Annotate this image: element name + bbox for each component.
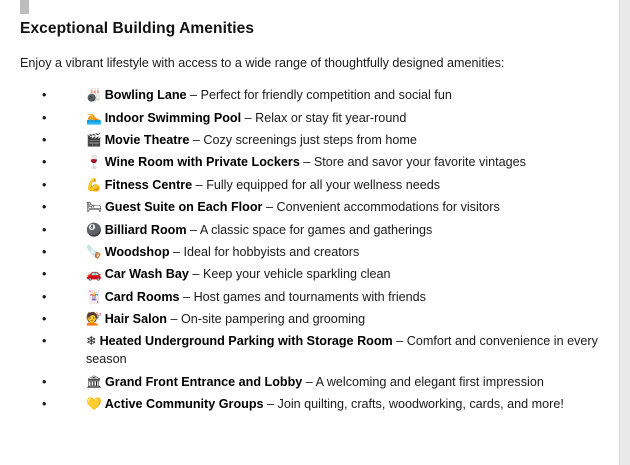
list-bullet: • [42,155,47,170]
amenity-label: Car Wash Bay [104,267,189,282]
classical-building-icon: 🏛 [86,374,102,389]
list-item [20,177,612,195]
amenity-label: Bowling Lane [104,88,187,103]
amenity-description: Fully equipped for all your wellness needs [206,177,441,192]
amenity-label: Grand Front Entrance and Lobby [105,374,303,389]
list-bullet: • [42,244,47,259]
list-bullet: • [42,334,47,349]
list-item [20,222,612,240]
amenity-label: Wine Room with Private Lockers [104,155,300,170]
wine-glass-icon: 🍷 [86,155,102,170]
amenity-label: Fitness Centre [104,177,193,192]
list-item [20,132,612,150]
amenity-description: Comfort and convenience in every season [86,334,598,367]
list-bullet: • [42,289,47,304]
amenity-separator: – [169,244,184,259]
flexed-biceps-icon: 💪 [86,177,102,192]
yellow-heart-icon: 💛 [86,397,102,412]
list-bullet: • [42,222,47,237]
page-top-marker [20,0,29,14]
amenity-separator: – [179,289,194,304]
list-bullet: • [42,177,47,192]
list-item [20,289,612,307]
amenity-separator: – [186,222,200,237]
amenity-label: Heated Underground Parking with Storage Room [99,334,393,349]
amenity-description: Perfect for friendly competition and social fun [200,88,452,103]
amenity-label: Active Community Groups [104,397,264,412]
amenity-separator: – [166,312,181,327]
amenity-label: Indoor Swimming Pool [104,110,242,125]
list-bullet: • [42,397,47,412]
snowflake-icon: ❄ [86,334,97,349]
list-item [20,199,612,217]
list-bullet: • [42,374,47,389]
amenity-description: A welcoming and elegant first impression [315,374,544,389]
clapperboard-icon: 🎬 [86,133,102,148]
list-bullet: • [42,200,47,215]
amenity-separator: – [192,177,207,192]
amenity-label: Hair Salon [104,312,167,327]
list-bullet: • [42,133,47,148]
amenity-description: Store and savor your favorite vintages [313,155,526,170]
amenity-description: On-site pampering and grooming [181,312,366,327]
haircut-icon: 💇 [86,312,102,327]
list-bullet: • [42,312,47,327]
scrollbar-gutter[interactable] [619,0,630,465]
billiard-ball-icon: 🎱 [86,222,102,237]
amenity-separator: – [263,397,278,412]
amenity-separator: – [392,334,407,349]
list-item [20,244,612,262]
amenity-description: A classic space for games and gatherings [199,222,433,237]
amenity-description: Cozy screenings just steps from home [203,133,417,148]
amenity-description: Host games and tournaments with friends [193,289,426,304]
amenity-description: Keep your vehicle sparkling clean [202,267,391,282]
amenity-label: Card Rooms [104,289,180,304]
list-item [20,266,612,284]
amenity-separator: – [188,267,203,282]
amenity-separator: – [262,200,277,215]
list-item [20,87,612,105]
bowling-icon: 🎳 [86,88,102,103]
playing-card-icon: 🃏 [86,289,102,304]
amenity-separator: – [241,110,256,125]
amenity-description: Relax or stay fit year-round [255,110,407,125]
amenity-label: Billiard Room [104,222,187,237]
list-item [20,396,612,414]
amenity-label: Woodshop [104,244,170,259]
page-title: Exceptional Building Amenities [20,20,255,37]
list-item [20,110,612,128]
bed-icon: 🛏 [86,200,102,215]
amenity-description: Ideal for hobbyists and creators [183,244,360,259]
amenity-separator: – [189,133,204,148]
list-item [20,311,612,329]
amenity-separator: – [186,88,201,103]
swimming-icon: 🏊 [86,110,102,125]
amenity-separator: – [299,155,314,170]
list-bullet: • [42,267,47,282]
amenity-label: Movie Theatre [104,133,190,148]
intro-paragraph: Enjoy a vibrant lifestyle with access to a wide range of thoughtfully designed amenities: [20,56,505,70]
amenity-separator: – [302,374,316,389]
amenities-list [20,71,612,414]
list-bullet: • [42,88,47,103]
list-item [20,374,612,392]
list-item [20,333,612,369]
saw-icon: 🪚 [86,244,102,259]
car-icon: 🚗 [86,267,102,282]
list-item [20,154,612,172]
amenity-description: Convenient accommodations for visitors [276,200,500,215]
amenity-label: Guest Suite on Each Floor [105,200,263,215]
amenity-description: Join quilting, crafts, woodworking, cards, and more! [277,397,564,412]
list-bullet: • [42,110,47,125]
